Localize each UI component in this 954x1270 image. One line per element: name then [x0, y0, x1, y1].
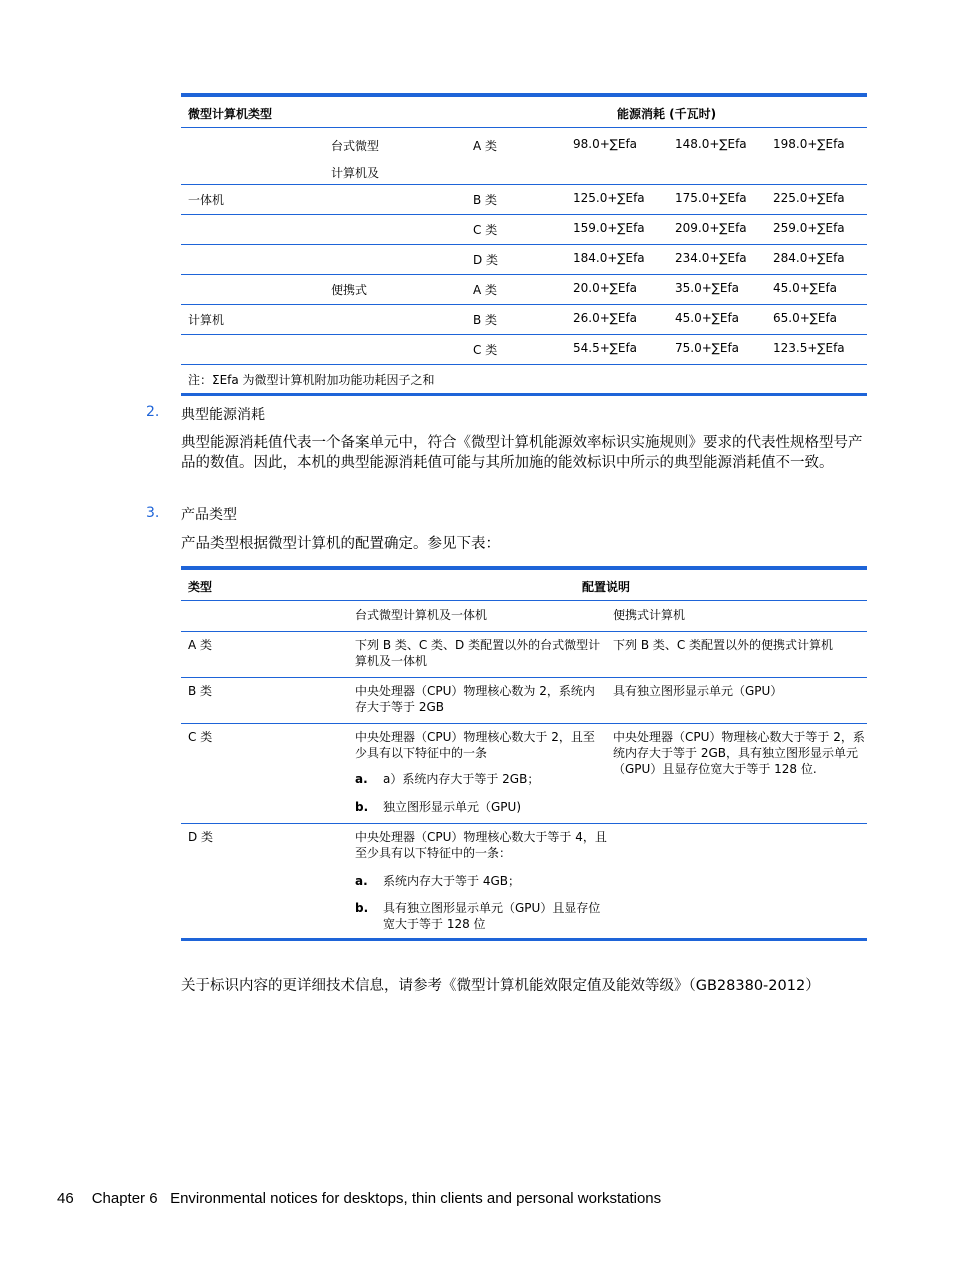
header-type: 微型计算机类型	[188, 107, 273, 121]
table-row: D 类 184.0+∑Efa 234.0+∑Efa 284.0+∑Efa	[181, 244, 867, 274]
table-row: 计算机 B 类 26.0+∑Efa 45.0+∑Efa 65.0+∑Efa	[181, 304, 867, 334]
page-number: 46	[57, 1190, 74, 1207]
list-item: a. a）系统内存大于等于 2GB；	[355, 772, 540, 786]
list-item: b. 独立图形显示单元（GPU)	[355, 800, 522, 814]
table-row: 一体机 B 类 125.0+∑Efa 175.0+∑Efa 225.0+∑Efa	[181, 184, 867, 214]
section-3-title: 产品类型	[181, 507, 237, 523]
closing-reference: 关于标识内容的更详细技术信息，请参考《微型计算机能效限定值及能效等级》（GB28380-2012）	[181, 978, 820, 994]
table-row: C 类 中央处理器（CPU）物理核心数大于 2，且至少具有以下特征中的一条 a. a）系统内存大于等于 2GB； b. 独立图形显示单元（GPU) 中央处理器（CPU）物理核心数大于等于 2，系统内存大于等于 2GB，具有独立图形显示单元（GPU）且显存位宽大于等于 128 位.	[181, 723, 867, 823]
subheader-row: 台式微型计算机及一体机 便携式计算机	[181, 600, 867, 631]
section-2-title: 典型能源消耗	[181, 407, 265, 423]
table-row: C 类 54.5+∑Efa 75.0+∑Efa 123.5+∑Efa	[181, 334, 867, 364]
table-row: 台式微型 计算机及 A 类 98.0+∑Efa 148.0+∑Efa 198.0+∑Efa	[181, 127, 867, 184]
section-2-number: 2.	[146, 404, 160, 420]
header-energy: 能源消耗 (千瓦时)	[617, 107, 717, 121]
section-2-body: 典型能源消耗值代表一个备案单元中，符合《微型计算机能源效率标识实施规则》要求的代表性规格型号产品的数值。因此，本机的典型能源消耗值可能与其所加施的能效标识中所示的典型能源消耗值不一致。	[181, 435, 863, 471]
chapter-title: Chapter 6 Environmental notices for desktops, thin clients and personal workstations	[91, 1190, 662, 1207]
header-type: 类型	[188, 580, 213, 594]
product-type-header	[181, 570, 867, 600]
table-row: A 类 下列 B 类、C 类、D 类配置以外的台式微型计算机及一体机 下列 B 类、C 类配置以外的便携式计算机	[181, 631, 867, 677]
list-item: b. 具有独立图形显示单元（GPU）且显存位宽大于等于 128 位	[355, 901, 601, 931]
section-3-body: 产品类型根据微型计算机的配置确定。参见下表：	[181, 536, 500, 552]
table-row: C 类 159.0+∑Efa 209.0+∑Efa 259.0+∑Efa	[181, 214, 867, 244]
product-type-table	[181, 566, 867, 941]
section-3-number: 3.	[146, 505, 160, 521]
table-row: D 类 中央处理器（CPU）物理核心数大于等于 4，且至少具有以下特征中的一条： a. 系统内存大于等于 4GB； b. 具有独立图形显示单元（GPU）且显存位宽大于等于 128 位	[181, 823, 867, 938]
table-row: 便携式 A 类 20.0+∑Efa 35.0+∑Efa 45.0+∑Efa	[181, 274, 867, 304]
list-item: a. 系统内存大于等于 4GB；	[355, 874, 520, 888]
energy-table-header	[181, 97, 867, 127]
table-row: B 类 中央处理器（CPU）物理核心数为 2，系统内存大于等于 2GB 具有独立图形显示单元（GPU）	[181, 677, 867, 723]
table-note: 注：ΣEfa 为微型计算机附加功能功耗因子之和	[181, 364, 867, 393]
energy-table	[181, 93, 867, 396]
page-footer	[57, 1190, 661, 1207]
header-config: 配置说明	[582, 580, 631, 594]
